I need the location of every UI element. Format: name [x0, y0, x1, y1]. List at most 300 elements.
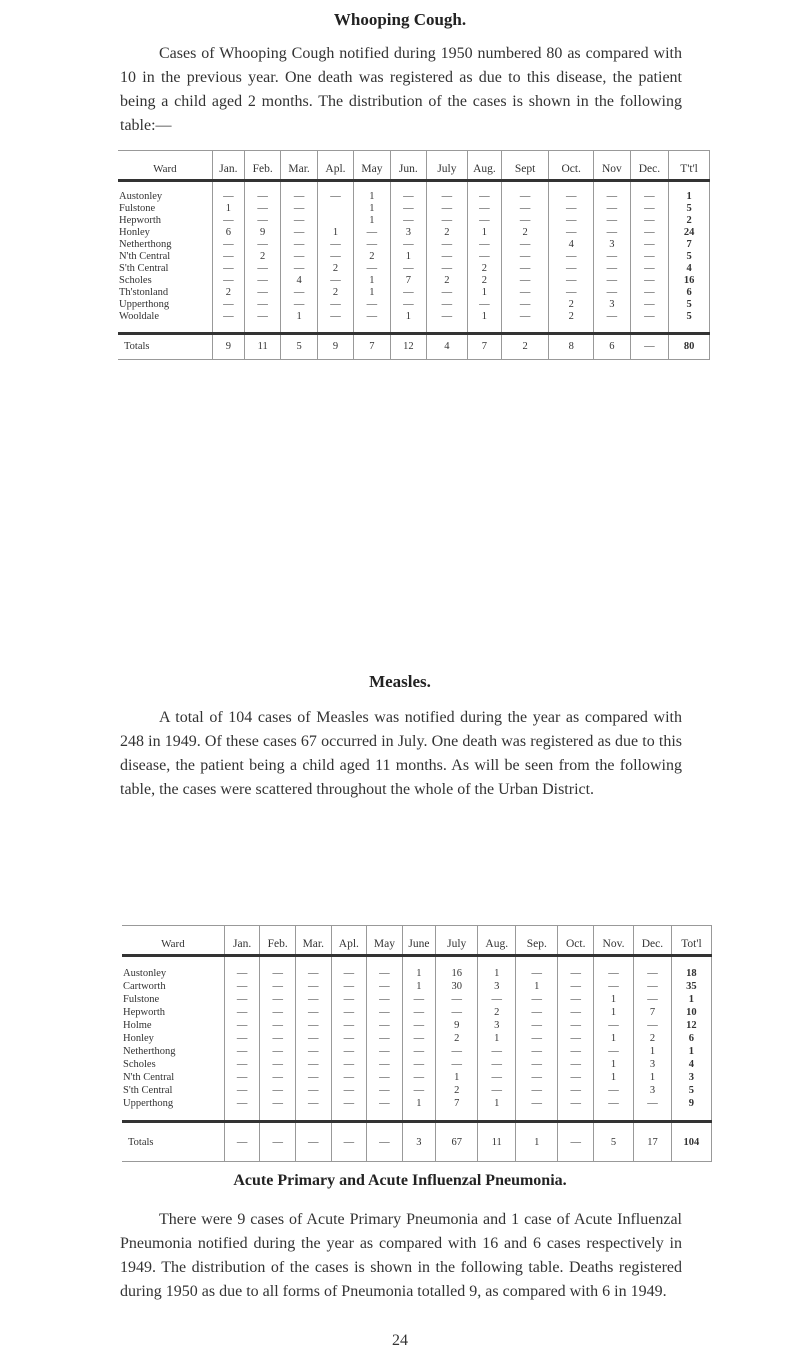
- table-cell: —: [594, 275, 630, 287]
- table-cell: —: [436, 993, 478, 1006]
- table-row: [118, 311, 710, 323]
- table-cell: —: [502, 275, 549, 287]
- ward-name: Honley: [123, 1033, 154, 1044]
- table-cell: —: [630, 299, 669, 311]
- table-cell: —: [317, 275, 353, 287]
- table-cell: 1: [354, 191, 390, 203]
- table-row: [118, 239, 710, 251]
- table-cell: 2: [212, 287, 244, 299]
- total-cell: 11: [478, 1122, 516, 1162]
- column-header: May: [354, 151, 390, 181]
- table-cell: —: [260, 1019, 296, 1032]
- table-cell: —: [467, 191, 501, 203]
- table-cell: 1: [671, 993, 711, 1006]
- table-cell: —: [212, 311, 244, 323]
- table-cell: —: [224, 1058, 260, 1071]
- table-cell: —: [630, 311, 669, 323]
- table-cell: —: [260, 967, 296, 980]
- table-cell: 1: [212, 203, 244, 215]
- table-cell: —: [502, 239, 549, 251]
- total-cell: 2: [502, 334, 549, 360]
- total-cell: 8: [549, 334, 594, 360]
- ward-name: Austonley: [119, 191, 163, 202]
- total-cell: —: [331, 1122, 367, 1162]
- column-header: Jan.: [212, 151, 244, 181]
- table-cell: —: [516, 1084, 558, 1097]
- table-cell: —: [367, 967, 403, 980]
- table-cell: —: [594, 311, 630, 323]
- table-cell: —: [502, 251, 549, 263]
- table-cell: —: [331, 1045, 367, 1058]
- table-cell: —: [295, 993, 331, 1006]
- table-cell: 2: [634, 1032, 672, 1045]
- table-cell: —: [516, 1097, 558, 1110]
- table-cell: —: [390, 263, 426, 275]
- column-header: Apl.: [317, 151, 353, 181]
- table-cell: —: [281, 191, 317, 203]
- table-cell: —: [502, 299, 549, 311]
- ward-name: Scholes: [119, 275, 152, 286]
- total-cell: 1: [516, 1122, 558, 1162]
- total-cell: 4: [427, 334, 468, 360]
- table-cell: —: [390, 215, 426, 227]
- table-cell: —: [549, 215, 594, 227]
- table-cell: 5: [669, 299, 710, 311]
- total-cell: 6: [594, 334, 630, 360]
- table-cell: —: [390, 299, 426, 311]
- table-cell: —: [281, 227, 317, 239]
- table-cell: —: [516, 1058, 558, 1071]
- table-row: [118, 251, 710, 263]
- table-cell: —: [331, 1032, 367, 1045]
- table-cell: —: [402, 1084, 435, 1097]
- column-header: Tot'l: [671, 926, 711, 956]
- table-header-row: [118, 151, 710, 181]
- table-cell: —: [436, 1058, 478, 1071]
- column-header: Mar.: [281, 151, 317, 181]
- measles-table: [122, 925, 712, 1162]
- table-row: [122, 980, 712, 993]
- table-cell: —: [224, 1032, 260, 1045]
- ward-name: Hepworth: [123, 1007, 165, 1018]
- table-cell: —: [634, 1019, 672, 1032]
- table-cell: 3: [478, 980, 516, 993]
- table-cell: —: [402, 1006, 435, 1019]
- table-cell: 1: [402, 967, 435, 980]
- table-cell: 1: [354, 287, 390, 299]
- table-cell: —: [630, 227, 669, 239]
- table-cell: 24: [669, 227, 710, 239]
- table-cell: —: [331, 967, 367, 980]
- table-cell: 10: [671, 1006, 711, 1019]
- table-cell: —: [317, 311, 353, 323]
- table-cell: —: [354, 227, 390, 239]
- table-cell: —: [260, 1006, 296, 1019]
- table-cell: —: [367, 1006, 403, 1019]
- table-cell: —: [244, 215, 280, 227]
- table-cell: —: [549, 203, 594, 215]
- table-cell: —: [558, 967, 594, 980]
- column-header: Sep.: [516, 926, 558, 956]
- table-cell: —: [212, 299, 244, 311]
- ward-name: Austonley: [123, 968, 167, 979]
- column-header: Jun.: [390, 151, 426, 181]
- table-cell: 18: [671, 967, 711, 980]
- table-cell: 4: [669, 263, 710, 275]
- table-cell: —: [331, 1019, 367, 1032]
- table-cell: —: [516, 993, 558, 1006]
- ward-name: Upperthong: [123, 1098, 174, 1109]
- table-cell: —: [295, 1097, 331, 1110]
- table-cell: —: [467, 239, 501, 251]
- table-cell: 4: [549, 239, 594, 251]
- table-row: [118, 203, 710, 215]
- table-cell: —: [630, 275, 669, 287]
- table-cell: —: [594, 980, 634, 993]
- table-row: [122, 1084, 712, 1097]
- table-cell: —: [558, 1032, 594, 1045]
- table-cell: —: [367, 1071, 403, 1084]
- table-cell: —: [281, 251, 317, 263]
- table-cell: 5: [669, 311, 710, 323]
- table-cell: 5: [671, 1084, 711, 1097]
- table-cell: 3: [594, 299, 630, 311]
- table-cell: —: [634, 980, 672, 993]
- table-cell: 2: [427, 227, 468, 239]
- table-cell: —: [630, 215, 669, 227]
- table-row: [118, 227, 710, 239]
- table-cell: —: [260, 1032, 296, 1045]
- table-cell: —: [436, 1045, 478, 1058]
- table-row: [118, 299, 710, 311]
- table-cell: 1: [436, 1071, 478, 1084]
- table-cell: —: [260, 1071, 296, 1084]
- table-cell: 3: [478, 1019, 516, 1032]
- table-cell: 1: [281, 311, 317, 323]
- table-cell: 3: [390, 227, 426, 239]
- table-cell: —: [224, 1071, 260, 1084]
- table-cell: —: [367, 1084, 403, 1097]
- column-header: Dec.: [634, 926, 672, 956]
- table-cell: 3: [594, 239, 630, 251]
- table-cell: 1: [354, 203, 390, 215]
- table-cell: —: [558, 1058, 594, 1071]
- table-cell: —: [594, 251, 630, 263]
- total-cell: —: [260, 1122, 296, 1162]
- table-cell: 2: [549, 311, 594, 323]
- table-cell: —: [516, 967, 558, 980]
- table-cell: 3: [671, 1071, 711, 1084]
- total-cell: 80: [669, 334, 710, 360]
- table-cell: —: [630, 239, 669, 251]
- table-cell: 35: [671, 980, 711, 993]
- totals-row: [118, 334, 710, 360]
- table-cell: —: [427, 311, 468, 323]
- table-row: [122, 967, 712, 980]
- table-cell: —: [390, 239, 426, 251]
- column-header: Apl.: [331, 926, 367, 956]
- table-cell: —: [367, 1045, 403, 1058]
- table-cell: —: [558, 1045, 594, 1058]
- table-cell: 9: [436, 1019, 478, 1032]
- table-cell: —: [244, 191, 280, 203]
- table-cell: —: [594, 191, 630, 203]
- table-cell: —: [549, 287, 594, 299]
- table-cell: 1: [594, 1058, 634, 1071]
- table-cell: 1: [478, 1032, 516, 1045]
- table-cell: —: [281, 299, 317, 311]
- table-cell: 16: [436, 967, 478, 980]
- table-row: [122, 1032, 712, 1045]
- ward-name: Fulstone: [123, 994, 160, 1005]
- whooping-cough-paragraph: Cases of Whooping Cough notified during 1950 numbered 80 as compared with 10 in the previous year. One death was registered as due to this disease, the patient being a child aged 2 months. The distribution of the cases is shown in the following table:—: [120, 45, 682, 134]
- table-cell: 9: [244, 227, 280, 239]
- table-row: [118, 275, 710, 287]
- column-header: Jan.: [224, 926, 260, 956]
- ward-name: N'th Central: [123, 1072, 175, 1083]
- table-cell: —: [212, 239, 244, 251]
- table-cell: —: [295, 967, 331, 980]
- table-cell: —: [402, 1071, 435, 1084]
- table-cell: 2: [669, 215, 710, 227]
- table-cell: —: [331, 1071, 367, 1084]
- column-header: Oct.: [549, 151, 594, 181]
- table-cell: 1: [467, 287, 501, 299]
- table-cell: —: [224, 1084, 260, 1097]
- table-cell: —: [295, 1071, 331, 1084]
- table-cell: —: [630, 191, 669, 203]
- table-cell: —: [367, 993, 403, 1006]
- table-cell: —: [634, 993, 672, 1006]
- ward-name: Netherthong: [119, 239, 172, 250]
- table-cell: —: [427, 239, 468, 251]
- table-cell: —: [594, 215, 630, 227]
- table-cell: —: [212, 191, 244, 203]
- total-cell: —: [558, 1122, 594, 1162]
- table-cell: —: [295, 1084, 331, 1097]
- table-cell: —: [549, 275, 594, 287]
- table-cell: 2: [478, 1006, 516, 1019]
- table-cell: 1: [402, 1097, 435, 1110]
- whooping-cough-heading: Whooping Cough.: [333, 10, 467, 29]
- table-cell: —: [502, 287, 549, 299]
- table-cell: —: [402, 1019, 435, 1032]
- table-cell: —: [244, 287, 280, 299]
- table-cell: —: [295, 1019, 331, 1032]
- ward-name: Hepworth: [119, 215, 161, 226]
- ward-name: S'th Central: [123, 1085, 173, 1096]
- table-cell: —: [390, 287, 426, 299]
- table-cell: —: [244, 263, 280, 275]
- table-cell: —: [281, 215, 317, 227]
- table-row: [122, 1058, 712, 1071]
- table-cell: —: [224, 1006, 260, 1019]
- table-cell: —: [390, 203, 426, 215]
- table-cell: —: [502, 191, 549, 203]
- table-cell: —: [317, 239, 353, 251]
- table-cell: [317, 203, 353, 215]
- table-cell: —: [244, 299, 280, 311]
- column-header: June: [402, 926, 435, 956]
- table-cell: —: [594, 1084, 634, 1097]
- table-cell: —: [354, 263, 390, 275]
- table-cell: —: [427, 299, 468, 311]
- table-cell: 5: [669, 251, 710, 263]
- table-cell: —: [502, 311, 549, 323]
- total-cell: —: [367, 1122, 403, 1162]
- table-cell: —: [634, 1097, 672, 1110]
- table-cell: —: [244, 275, 280, 287]
- table-cell: —: [594, 1097, 634, 1110]
- column-header: Nov.: [594, 926, 634, 956]
- table-cell: —: [260, 1045, 296, 1058]
- table-row: [122, 1019, 712, 1032]
- table-cell: —: [260, 1084, 296, 1097]
- table-cell: 1: [478, 1097, 516, 1110]
- table-cell: 7: [390, 275, 426, 287]
- table-cell: —: [317, 191, 353, 203]
- table-row: [122, 1071, 712, 1084]
- ward-name: Upperthong: [119, 299, 170, 310]
- total-cell: —: [295, 1122, 331, 1162]
- table-cell: —: [354, 299, 390, 311]
- table-cell: —: [549, 227, 594, 239]
- table-cell: 2: [317, 287, 353, 299]
- table-cell: —: [634, 967, 672, 980]
- table-cell: —: [317, 251, 353, 263]
- table-cell: 1: [671, 1045, 711, 1058]
- total-cell: 5: [281, 334, 317, 360]
- table-row: [122, 993, 712, 1006]
- table-cell: —: [630, 203, 669, 215]
- table-cell: —: [244, 239, 280, 251]
- table-cell: 1: [317, 227, 353, 239]
- table-header-row: [122, 926, 712, 956]
- column-header: Nov: [594, 151, 630, 181]
- table-cell: 1: [467, 311, 501, 323]
- table-row: [118, 263, 710, 275]
- table-cell: —: [558, 993, 594, 1006]
- table-cell: 2: [427, 275, 468, 287]
- ward-name: Th'stonland: [119, 287, 169, 298]
- table-cell: —: [594, 203, 630, 215]
- table-cell: —: [331, 993, 367, 1006]
- measles-paragraph: A total of 104 cases of Measles was notified during the year as compared with 248 in 1949. Of these cases 67 occurred in July. One death was registered as due to this disease, the patient being a child aged 11 months. As will be seen from the following table, the cases were scattered throughout the whole of the Urban District.: [120, 709, 682, 798]
- table-cell: —: [212, 263, 244, 275]
- table-cell: —: [594, 967, 634, 980]
- table-cell: 1: [594, 1032, 634, 1045]
- table-cell: —: [427, 203, 468, 215]
- total-cell: 9: [317, 334, 353, 360]
- table-cell: 4: [671, 1058, 711, 1071]
- table-cell: 1: [594, 1071, 634, 1084]
- table-cell: —: [367, 1097, 403, 1110]
- ward-name: Netherthong: [123, 1046, 176, 1057]
- table-cell: 2: [502, 227, 549, 239]
- table-cell: 1: [516, 980, 558, 993]
- ward-name: Cartworth: [123, 981, 166, 992]
- table-cell: —: [367, 980, 403, 993]
- table-cell: 2: [317, 263, 353, 275]
- table-cell: —: [212, 275, 244, 287]
- table-row: [122, 1045, 712, 1058]
- column-header: July: [436, 926, 478, 956]
- table-cell: —: [367, 1032, 403, 1045]
- table-cell: —: [467, 203, 501, 215]
- column-header: Dec.: [630, 151, 669, 181]
- table-cell: —: [427, 251, 468, 263]
- table-cell: 1: [634, 1071, 672, 1084]
- table-cell: 9: [671, 1097, 711, 1110]
- pneumonia-paragraph: There were 9 cases of Acute Primary Pneumonia and 1 case of Acute Influenzal Pneumonia notified during the year as compared with 16 and 6 cases respectively in 1949. The distribution of the cases is shown in the following table. Deaths registered during 1950 as due to all forms of Pneumonia totalled 9, as compared with 6 in 1949.: [120, 1211, 682, 1300]
- total-cell: 5: [594, 1122, 634, 1162]
- table-cell: —: [244, 311, 280, 323]
- table-cell: [317, 215, 353, 227]
- column-header: Ward: [122, 926, 224, 956]
- table-cell: —: [436, 1006, 478, 1019]
- table-cell: 1: [354, 275, 390, 287]
- table-cell: —: [281, 287, 317, 299]
- table-cell: —: [260, 980, 296, 993]
- totals-label: Totals: [122, 1122, 224, 1162]
- column-header: July: [427, 151, 468, 181]
- table-cell: —: [224, 967, 260, 980]
- table-cell: 1: [478, 967, 516, 980]
- table-cell: —: [244, 203, 280, 215]
- table-cell: 1: [594, 1006, 634, 1019]
- table-cell: —: [558, 1019, 594, 1032]
- ward-name: Holme: [123, 1020, 152, 1031]
- table-cell: —: [402, 1058, 435, 1071]
- table-cell: —: [331, 1006, 367, 1019]
- table-cell: —: [317, 299, 353, 311]
- table-cell: —: [427, 215, 468, 227]
- ward-name: Fulstone: [119, 203, 156, 214]
- table-cell: 1: [467, 227, 501, 239]
- table-cell: 2: [436, 1032, 478, 1045]
- table-cell: 6: [671, 1032, 711, 1045]
- table-row: [122, 1006, 712, 1019]
- table-cell: —: [467, 215, 501, 227]
- column-header: Aug.: [467, 151, 501, 181]
- total-cell: 7: [467, 334, 501, 360]
- ward-name: N'th Central: [119, 251, 171, 262]
- table-cell: —: [367, 1058, 403, 1071]
- ward-name: Wooldale: [119, 311, 159, 322]
- table-cell: —: [212, 251, 244, 263]
- table-cell: —: [502, 203, 549, 215]
- pneumonia-heading: Acute Primary and Acute Influenzal Pneumonia.: [233, 1172, 567, 1189]
- column-header: Aug.: [478, 926, 516, 956]
- total-cell: 17: [634, 1122, 672, 1162]
- table-row: [118, 287, 710, 299]
- table-cell: —: [478, 1071, 516, 1084]
- total-cell: 3: [402, 1122, 435, 1162]
- table-cell: 2: [467, 263, 501, 275]
- table-cell: —: [516, 1019, 558, 1032]
- table-cell: —: [224, 1045, 260, 1058]
- table-cell: —: [402, 1045, 435, 1058]
- table-cell: 5: [669, 203, 710, 215]
- table-cell: —: [402, 1032, 435, 1045]
- table-cell: —: [630, 287, 669, 299]
- total-cell: 67: [436, 1122, 478, 1162]
- table-cell: —: [260, 993, 296, 1006]
- ward-name: Honley: [119, 227, 150, 238]
- table-cell: —: [331, 1084, 367, 1097]
- table-cell: 1: [594, 993, 634, 1006]
- table-cell: —: [478, 1058, 516, 1071]
